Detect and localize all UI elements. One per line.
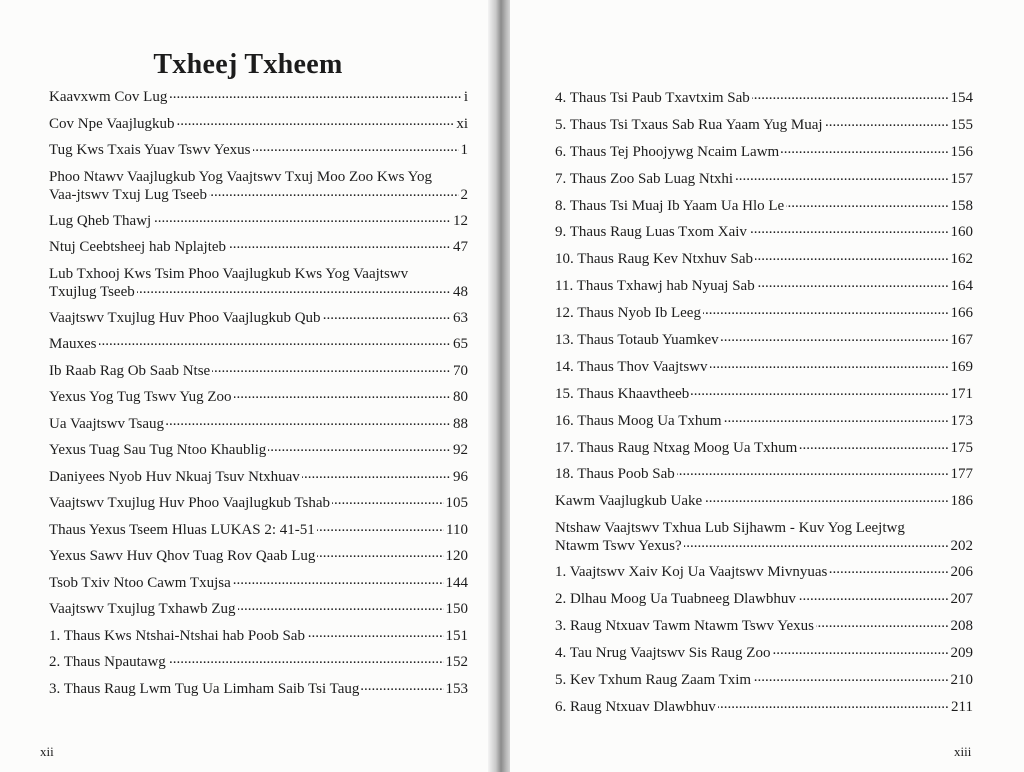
page-number-left: xii — [40, 744, 54, 759]
toc-entry-page: 171 — [950, 385, 973, 402]
toc-entry-title: Tsob Txiv Ntoo Cawm Txujsa — [49, 574, 231, 591]
toc-entry-page: 151 — [445, 627, 468, 644]
toc-entry — [555, 671, 973, 689]
toc-entry-page: 177 — [950, 466, 973, 483]
toc-entry — [555, 519, 973, 555]
toc-entry-title: Yexus Tuag Sau Tug Ntoo Khaublig — [49, 442, 267, 458]
toc-entry — [49, 415, 468, 433]
toc-entry-page: 173 — [950, 412, 973, 429]
toc-entry-title: Yexus Yog Tug Tswv Yug Zoo — [49, 389, 232, 405]
toc-entry-title: 4. Tau Nrug Vaajtswv Sis Raug Zoo — [555, 644, 771, 661]
toc-entry — [49, 335, 468, 353]
toc-entry-page: 1 — [460, 142, 468, 158]
toc-entry — [49, 362, 468, 380]
left-page — [0, 0, 496, 772]
toc-entry-title: 2. Thaus Npautawg — [49, 654, 166, 670]
toc-entry-title: 5. Thaus Tsi Txaus Sab Rua Yaam Yug Muaj — [555, 116, 823, 133]
toc-entry — [49, 212, 468, 230]
toc-entry — [555, 492, 973, 510]
toc-entry-title: 6. Thaus Tej Phoojywg Ncaim Lawm — [555, 143, 780, 160]
toc-entry-page: 70 — [453, 362, 468, 379]
toc-entry-title: Vaajtswv Txujlug Huv Phoo Vaajlugkub Qub — [49, 309, 321, 326]
toc-entry — [555, 412, 973, 430]
toc-entry-title: 2. Dlhau Moog Ua Tuabneeg Dlawbhuv — [555, 591, 796, 608]
toc-entry-page: 211 — [951, 698, 973, 715]
toc-entry-page: 167 — [950, 332, 973, 349]
toc-entry-title: 1. Thaus Kws Ntshai-Ntshai hab Poob Sab — [49, 627, 305, 644]
toc-entry — [555, 223, 973, 241]
toc-entry-title: 17. Thaus Raug Ntxag Moog Ua Txhum — [555, 439, 798, 456]
toc-entry — [555, 358, 973, 376]
toc-entry — [555, 465, 973, 483]
toc-list-right — [555, 89, 973, 725]
toc-entry-title: 11. Thaus Txhawj hab Nyuaj Sab — [555, 278, 755, 295]
toc-entry-title: Ib Raab Rag Ob Saab Ntse — [49, 362, 211, 379]
toc-entry — [555, 617, 973, 635]
toc-entry-page: 110 — [446, 521, 468, 538]
toc-entry-title: 3. Raug Ntxuav Tawm Ntawm Tswv Yexus — [555, 618, 815, 635]
toc-entry-page: xi — [456, 115, 468, 132]
toc-entry-title: 13. Thaus Totaub Yuamkev — [555, 332, 719, 349]
toc-entry — [555, 170, 973, 188]
toc-entry — [49, 441, 468, 459]
toc-entry-title: Lub Txhooj Kws Tsim Phoo Vaajlugkub Kws Yog Vaajtswv Txujlug Tseeb — [49, 265, 409, 300]
toc-entry — [49, 574, 468, 592]
toc-entry-page: 210 — [950, 671, 973, 688]
toc-entry-page: 209 — [950, 644, 973, 661]
toc-entry-title: Kawm Vaajlugkub Uake — [555, 493, 703, 510]
toc-entry-page: 158 — [950, 197, 973, 214]
toc-entry — [555, 590, 973, 608]
toc-entry — [49, 653, 468, 671]
toc-entry — [49, 547, 468, 565]
toc-entry-title: 8. Thaus Tsi Muaj Ib Yaam Ua Hlo Le — [555, 197, 785, 214]
toc-entry-page: 169 — [950, 358, 973, 375]
toc-entry-title: Ua Vaajtswv Tsaug — [49, 415, 165, 432]
toc-entry-page: 65 — [453, 336, 468, 352]
toc-entry-page: i — [463, 89, 468, 105]
toc-entry-page: 152 — [445, 654, 468, 670]
toc-entry-title: 14. Thaus Thov Vaajtswv — [555, 358, 708, 375]
toc-entry-page: 150 — [445, 601, 468, 617]
toc-entry-page: 153 — [445, 680, 468, 697]
toc-entry-page: 80 — [453, 389, 468, 405]
toc-entry — [555, 143, 973, 161]
toc-entry — [555, 197, 973, 215]
toc-entry — [49, 600, 468, 618]
toc-entry-title: 18. Thaus Poob Sab — [555, 466, 675, 483]
toc-entry — [555, 250, 973, 268]
toc-entry-page: 120 — [445, 548, 468, 564]
toc-entry — [555, 331, 973, 349]
toc-entry-title: Thaus Yexus Tseem Hluas LUKAS 2: 41-51 — [49, 521, 315, 538]
toc-entry-title: Cov Npe Vaajlugkub — [49, 115, 175, 132]
toc-entry — [555, 698, 973, 716]
toc-entry — [555, 385, 973, 403]
toc-entry-page: 92 — [453, 442, 468, 458]
toc-entry-page: 202 — [950, 538, 973, 555]
toc-entry-page: 208 — [950, 618, 973, 635]
toc-entry-title: 6. Raug Ntxuav Dlawbhuv — [555, 698, 716, 715]
toc-list-left — [49, 88, 468, 706]
toc-entry-page: 12 — [453, 212, 468, 229]
toc-entry — [49, 468, 468, 486]
toc-entry-title: 12. Thaus Nyob Ib Leeg — [555, 305, 701, 322]
toc-entry — [49, 168, 468, 204]
toc-entry-title: Tug Kws Txais Yuav Tswv Yexus — [49, 142, 251, 158]
toc-entry-title: Daniyees Nyob Huv Nkuaj Tsuv Ntxhuav — [49, 468, 300, 485]
toc-entry — [555, 439, 973, 457]
toc-entry-page: 2 — [460, 186, 468, 203]
toc-entry-title: Ntshaw Vaajtswv Txhua Lub Sijhawm - Kuv Yog Leejtwg Ntawm Tswv Yexus? — [555, 520, 905, 555]
toc-entry-page: 47 — [453, 239, 468, 255]
toc-entry — [49, 627, 468, 645]
toc-entry-title: Lug Qheb Thawj — [49, 212, 152, 229]
toc-entry-page: 48 — [453, 283, 468, 300]
toc-entry — [49, 141, 468, 159]
toc-entry-page: 175 — [950, 439, 973, 456]
toc-entry-title: Yexus Sawv Huv Qhov Tuag Rov Qaab Lug — [49, 548, 316, 564]
toc-entry — [555, 644, 973, 662]
toc-entry — [49, 388, 468, 406]
toc-entry-title: 7. Thaus Zoo Sab Luag Ntxhi — [555, 170, 734, 187]
toc-entry-page: 105 — [445, 495, 468, 511]
page-number-right: xiii — [954, 744, 972, 759]
toc-entry-page: 186 — [950, 493, 973, 510]
toc-entry-title: 5. Kev Txhum Raug Zaam Txim — [555, 671, 752, 688]
toc-entry-title: 1. Vaajtswv Xaiv Koj Ua Vaajtswv Mivnyuas — [555, 564, 828, 581]
page-title: Txheej Txheem — [153, 48, 343, 80]
toc-entry-page: 164 — [950, 278, 973, 295]
toc-entry — [49, 115, 468, 133]
toc-entry — [555, 116, 973, 134]
toc-entry-page: 154 — [950, 90, 973, 106]
toc-entry — [555, 89, 973, 107]
toc-entry-title: 4. Thaus Tsi Paub Txavtxim Sab — [555, 90, 750, 106]
toc-entry-title: 15. Thaus Khaavtheeb — [555, 385, 690, 402]
toc-entry-page: 156 — [950, 143, 973, 160]
toc-entry-title: Ntuj Ceebtsheej hab Nplajteb — [49, 239, 227, 255]
toc-entry-page: 207 — [950, 591, 973, 608]
toc-entry-page: 144 — [445, 574, 468, 591]
toc-entry — [555, 304, 973, 322]
toc-entry-title: Mauxes — [49, 336, 97, 352]
toc-entry — [49, 88, 468, 106]
toc-entry-title: Vaajtswv Txujlug Huv Phoo Vaajlugkub Tshab — [49, 495, 331, 511]
toc-entry-page: 206 — [950, 564, 973, 581]
toc-entry — [49, 680, 468, 698]
toc-entry — [49, 265, 468, 301]
toc-entry — [49, 521, 468, 539]
toc-entry-page: 157 — [950, 170, 973, 187]
toc-entry-title: Vaajtswv Txujlug Txhawb Zug — [49, 601, 236, 617]
toc-entry — [555, 277, 973, 295]
toc-entry-title: Kaavxwm Cov Lug — [49, 89, 168, 105]
toc-entry-page: 96 — [453, 468, 468, 485]
toc-entry — [49, 238, 468, 256]
toc-entry-page: 166 — [950, 305, 973, 322]
toc-entry-title: 16. Thaus Moog Ua Txhum — [555, 412, 722, 429]
toc-entry-page: 160 — [950, 224, 973, 241]
toc-entry-page: 155 — [950, 116, 973, 133]
toc-entry-page: 63 — [453, 309, 468, 326]
toc-entry-page: 88 — [453, 415, 468, 432]
toc-entry — [49, 494, 468, 512]
toc-entry — [49, 309, 468, 327]
toc-entry-title: 3. Thaus Raug Lwm Tug Ua Limham Saib Tsi Taug — [49, 680, 360, 697]
toc-entry-page: 162 — [950, 251, 973, 268]
toc-entry-title: 10. Thaus Raug Kev Ntxhuv Sab — [555, 251, 754, 268]
toc-entry-title: 9. Thaus Raug Luas Txom Xaiv — [555, 224, 747, 241]
toc-entry-title: Phoo Ntawv Vaajlugkub Yog Vaajtswv Txuj Moo Zoo Kws Yog Vaa-jtswv Txuj Lug Tseeb — [49, 168, 432, 203]
toc-entry — [555, 563, 973, 581]
